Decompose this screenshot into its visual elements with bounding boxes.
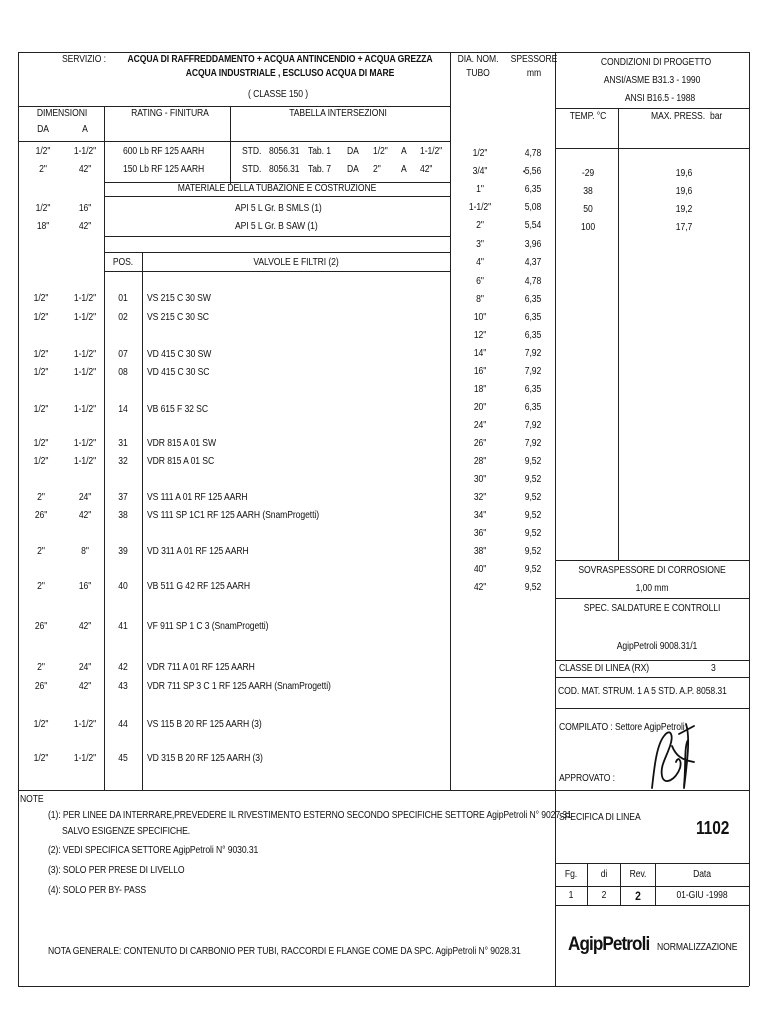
valve-dim-a: 42" bbox=[78, 510, 92, 521]
valve-dim-a: 24" bbox=[78, 492, 92, 503]
note-line-3: (2): VEDI SPECIFICA SETTORE AgipPetroli N° 9030.31 bbox=[48, 845, 259, 856]
valve-dim-a: 42" bbox=[78, 621, 92, 632]
tab-std: STD. bbox=[242, 164, 262, 175]
servizio-line2: ACQUA INDUSTRIALE , ESCLUSO ACQUA DI MARE bbox=[185, 68, 395, 79]
pipe-diameter: 1-1/2" bbox=[468, 202, 492, 213]
pipe-thickness: 4,37 bbox=[524, 257, 542, 268]
pipe-thickness: 6,35 bbox=[524, 184, 542, 195]
pipe-thickness: 7,92 bbox=[524, 348, 542, 359]
valve-pos: 08 bbox=[118, 367, 128, 378]
valve-pos: 38 bbox=[118, 510, 128, 521]
pipe-diameter: 24" bbox=[473, 420, 487, 431]
valve-pos: 41 bbox=[118, 621, 128, 632]
rating-finitura: 150 Lb RF 125 AARH bbox=[123, 164, 205, 175]
dimensioni-label: DIMENSIONI bbox=[36, 108, 88, 119]
condizioni-label: CONDIZIONI DI PROGETTO bbox=[600, 57, 712, 68]
pipe-diameter: 2" bbox=[476, 220, 484, 231]
valve-desc: VD 415 C 30 SW bbox=[147, 349, 212, 360]
pipe-thickness: 5,56 bbox=[524, 166, 542, 177]
valve-dim-a: 24" bbox=[78, 662, 92, 673]
materiale-desc: API 5 L Gr. B SMLS (1) bbox=[235, 203, 322, 214]
pipe-diameter: 36" bbox=[473, 528, 487, 539]
rating-label: RATING - FINITURA bbox=[131, 108, 209, 119]
pipe-thickness: 9,52 bbox=[524, 510, 542, 521]
pipe-thickness: 7,92 bbox=[524, 366, 542, 377]
classe-label: ( CLASSE 150 ) bbox=[248, 89, 308, 100]
row-dim-da: 18" bbox=[36, 221, 50, 232]
temp-label: TEMP. °C bbox=[569, 111, 607, 122]
design-temp: 38 bbox=[583, 186, 593, 197]
valve-dim-a: 1-1/2" bbox=[73, 312, 97, 323]
valve-pos: 40 bbox=[118, 581, 128, 592]
valve-pos: 01 bbox=[118, 293, 128, 304]
sovraspessore-value: 1,00 mm bbox=[635, 583, 669, 594]
ansi-1988: ANSI B16.5 - 1988 bbox=[624, 93, 696, 104]
spessore-label: SPESSORE bbox=[510, 54, 558, 65]
tab-a-label: A bbox=[401, 146, 407, 157]
pipe-thickness: 5,54 bbox=[524, 220, 542, 231]
tabella-label: TABELLA INTERSEZIONI bbox=[289, 108, 387, 119]
design-pressure: 19,6 bbox=[675, 168, 693, 179]
valve-dim-da: 2" bbox=[37, 581, 45, 592]
valve-desc: VD 315 B 20 RF 125 AARH (3) bbox=[147, 753, 263, 764]
valve-dim-a: 42" bbox=[78, 681, 92, 692]
pipe-diameter: 14" bbox=[473, 348, 487, 359]
pos-label: POS. bbox=[112, 257, 134, 268]
tab-number: Tab. 1 bbox=[308, 146, 331, 157]
pipe-thickness: 9,52 bbox=[524, 474, 542, 485]
row-dim-a: 16" bbox=[78, 203, 92, 214]
pipe-thickness: 5,08 bbox=[524, 202, 542, 213]
pipe-thickness: 7,92 bbox=[524, 438, 542, 449]
pipe-thickness: 6,35 bbox=[524, 312, 542, 323]
valve-desc: VDR 711 SP 3 C 1 RF 125 AARH (SnamProgetti) bbox=[147, 681, 331, 692]
spec-saldature-label: SPEC. SALDATURE E CONTROLLI bbox=[583, 603, 721, 614]
pipe-thickness: 9,52 bbox=[524, 582, 542, 593]
tubo-label: TUBO bbox=[466, 68, 490, 79]
valve-dim-da: 2" bbox=[37, 546, 45, 557]
valve-dim-da: 1/2" bbox=[33, 349, 49, 360]
design-pressure: 19,6 bbox=[675, 186, 693, 197]
valve-dim-a: 1-1/2" bbox=[73, 753, 97, 764]
design-pressure: 17,7 bbox=[675, 222, 693, 233]
valve-dim-a: 1-1/2" bbox=[73, 293, 97, 304]
note-line-1: (1): PER LINEE DA INTERRARE,PREVEDERE IL RIVESTIMENTO ESTERNO SECONDO SPECIFICHE SETTORE AgipPetroli N° 9027.31 bbox=[48, 810, 572, 821]
pipe-thickness: 4,78 bbox=[524, 276, 542, 287]
note-line-4: (3): SOLO PER PRESE DI LIVELLO bbox=[48, 865, 185, 876]
approvato-label: APPROVATO : bbox=[559, 773, 615, 784]
pipe-diameter: 1" bbox=[476, 184, 484, 195]
pipe-thickness: 9,52 bbox=[524, 564, 542, 575]
rev-label: Rev. bbox=[629, 869, 647, 880]
valve-dim-da: 2" bbox=[37, 492, 45, 503]
design-temp: -29 bbox=[581, 168, 595, 179]
pipe-diameter: 38" bbox=[473, 546, 487, 557]
tab-std-number: 8056.31 bbox=[269, 164, 300, 175]
dia-nom-label: DIA. NOM. bbox=[457, 54, 499, 65]
pipe-diameter: 16" bbox=[473, 366, 487, 377]
materiale-title: MATERIALE DELLA TUBAZIONE E COSTRUZIONE bbox=[177, 183, 377, 194]
pipe-diameter: 28" bbox=[473, 456, 487, 467]
valve-dim-da: 26" bbox=[34, 681, 48, 692]
pipe-diameter: 6" bbox=[476, 276, 484, 287]
valve-desc: VS 215 C 30 SW bbox=[147, 293, 211, 304]
note-line-2: SALVO ESIGENZE SPECIFICHE. bbox=[62, 826, 191, 837]
agippetroli-logo: AgipPetroli bbox=[568, 934, 650, 955]
specifica-number: 1102 bbox=[696, 818, 730, 838]
pipe-diameter: 34" bbox=[473, 510, 487, 521]
rating-finitura: 600 Lb RF 125 AARH bbox=[123, 146, 205, 157]
valve-desc: VS 215 C 30 SC bbox=[147, 312, 209, 323]
valve-dim-a: 1-1/2" bbox=[73, 719, 97, 730]
da-label: DA bbox=[37, 124, 49, 135]
pipe-diameter: 32" bbox=[473, 492, 487, 503]
pipe-thickness: 9,52 bbox=[524, 456, 542, 467]
nota-generale: NOTA GENERALE: CONTENUTO DI CARBONIO PER TUBI, RACCORDI E FLANGE COME DA SPC. AgipPetroli N° 9028.31 bbox=[48, 946, 521, 957]
valve-desc: VD 311 A 01 RF 125 AARH bbox=[147, 546, 249, 557]
pipe-thickness: 6,35 bbox=[524, 402, 542, 413]
pipe-thickness: 4,78 bbox=[524, 148, 542, 159]
pipe-thickness: 6,35 bbox=[524, 330, 542, 341]
pipe-diameter: 20" bbox=[473, 402, 487, 413]
pipe-diameter: 26" bbox=[473, 438, 487, 449]
row-dim-da: 1/2" bbox=[35, 146, 51, 157]
servizio-label: SERVIZIO : bbox=[62, 54, 106, 65]
row-dim-a: 42" bbox=[78, 164, 92, 175]
valve-pos: 02 bbox=[118, 312, 128, 323]
valve-pos: 32 bbox=[118, 456, 128, 467]
valvole-title: VALVOLE E FILTRI (2) bbox=[253, 257, 339, 268]
pipe-thickness: 6,35 bbox=[524, 294, 542, 305]
tab-da-value: 1/2" bbox=[373, 146, 388, 157]
valve-dim-da: 1/2" bbox=[33, 404, 49, 415]
valve-dim-da: 1/2" bbox=[33, 293, 49, 304]
valve-dim-a: 1-1/2" bbox=[73, 404, 97, 415]
valve-dim-da: 1/2" bbox=[33, 753, 49, 764]
di-value: 2 bbox=[601, 890, 607, 901]
valve-desc: VB 511 G 42 RF 125 AARH bbox=[147, 581, 251, 592]
sovraspessore-label: SOVRASPESSORE DI CORROSIONE bbox=[578, 565, 726, 576]
tab-da-value: 2" bbox=[373, 164, 381, 175]
fg-value: 1 bbox=[568, 890, 574, 901]
data-label: Data bbox=[693, 869, 711, 880]
row-dim-a: 42" bbox=[78, 221, 92, 232]
pipe-diameter: 30" bbox=[473, 474, 487, 485]
note-label: NOTE bbox=[20, 794, 44, 805]
pipe-diameter: 1/2" bbox=[472, 148, 488, 159]
pipe-diameter: 3/4" bbox=[472, 166, 488, 177]
classe-linea-label: CLASSE DI LINEA (RX) bbox=[559, 663, 650, 674]
mm-label: mm bbox=[526, 68, 542, 79]
valve-pos: 39 bbox=[118, 546, 128, 557]
valve-pos: 45 bbox=[118, 753, 128, 764]
tab-a-value: 1-1/2" bbox=[420, 146, 443, 157]
valve-dim-da: 1/2" bbox=[33, 438, 49, 449]
pipe-diameter: 3" bbox=[476, 239, 484, 250]
pipe-diameter: 4" bbox=[476, 257, 484, 268]
pipe-diameter: 12" bbox=[473, 330, 487, 341]
tab-std-number: 8056.31 bbox=[269, 146, 300, 157]
valve-dim-da: 26" bbox=[34, 621, 48, 632]
valve-dim-da: 1/2" bbox=[33, 456, 49, 467]
valve-pos: 14 bbox=[118, 404, 128, 415]
valve-desc: VB 615 F 32 SC bbox=[147, 404, 208, 415]
valve-dim-da: 2" bbox=[37, 662, 45, 673]
valve-desc: VS 115 B 20 RF 125 AARH (3) bbox=[147, 719, 262, 730]
valve-pos: 31 bbox=[118, 438, 128, 449]
bar-label: bar bbox=[710, 111, 723, 122]
valve-desc: VDR 815 A 01 SC bbox=[147, 456, 215, 467]
valve-dim-a: 1-1/2" bbox=[73, 349, 97, 360]
di-label: di bbox=[600, 869, 608, 880]
classe-linea-value: 3 bbox=[711, 663, 716, 674]
pipe-thickness: 7,92 bbox=[524, 420, 542, 431]
valve-dim-a: 16" bbox=[78, 581, 92, 592]
pipe-diameter: 10" bbox=[473, 312, 487, 323]
valve-pos: 44 bbox=[118, 719, 128, 730]
valve-dim-a: 1-1/2" bbox=[73, 438, 97, 449]
tab-da-label: DA bbox=[347, 146, 359, 157]
signature bbox=[624, 716, 734, 794]
valve-dim-a: 1-1/2" bbox=[73, 456, 97, 467]
valve-desc: VDR 815 A 01 SW bbox=[147, 438, 216, 449]
pipe-diameter: 40" bbox=[473, 564, 487, 575]
row-dim-da: 1/2" bbox=[35, 203, 51, 214]
ansi-1990: ANSI/ASME B31.3 - 1990 bbox=[603, 75, 701, 86]
valve-dim-da: 1/2" bbox=[33, 719, 49, 730]
valve-desc: VS 111 SP 1C1 RF 125 AARH (SnamProgetti) bbox=[147, 510, 319, 521]
pipe-diameter: 8" bbox=[476, 294, 484, 305]
tab-a-label: A bbox=[401, 164, 407, 175]
note-line-5: (4): SOLO PER BY- PASS bbox=[48, 885, 146, 896]
tab-std: STD. bbox=[242, 146, 262, 157]
bullet-mark: • bbox=[523, 167, 526, 176]
valve-dim-da: 1/2" bbox=[33, 312, 49, 323]
pipe-thickness: 6,35 bbox=[524, 384, 542, 395]
specifica-label: SPECIFICA DI LINEA bbox=[559, 812, 641, 823]
design-pressure: 19,2 bbox=[675, 204, 693, 215]
materiale-desc: API 5 L Gr. B SAW (1) bbox=[235, 221, 318, 232]
cod-mat-label: COD. MAT. STRUM. 1 A 5 STD. A.P. 8058.31 bbox=[558, 686, 727, 697]
valve-dim-a: 1-1/2" bbox=[73, 367, 97, 378]
valve-pos: 07 bbox=[118, 349, 128, 360]
valve-dim-da: 1/2" bbox=[33, 367, 49, 378]
tab-a-value: 42" bbox=[420, 164, 433, 175]
row-dim-da: 2" bbox=[39, 164, 47, 175]
pipe-thickness: 9,52 bbox=[524, 528, 542, 539]
tab-number: Tab. 7 bbox=[308, 164, 331, 175]
valve-pos: 42 bbox=[118, 662, 128, 673]
valve-desc: VS 111 A 01 RF 125 AARH bbox=[147, 492, 248, 503]
a-label: A bbox=[82, 124, 88, 135]
tab-da-label: DA bbox=[347, 164, 359, 175]
pipe-thickness: 9,52 bbox=[524, 546, 542, 557]
max-press-label: MAX. PRESS. bbox=[651, 111, 706, 122]
row-dim-a: 1-1/2" bbox=[73, 146, 97, 157]
pipe-diameter: 18" bbox=[473, 384, 487, 395]
servizio-line1: ACQUA DI RAFFREDDAMENTO + ACQUA ANTINCENDIO + ACQUA GREZZA bbox=[127, 54, 433, 65]
rev-value: 2 bbox=[635, 889, 641, 903]
pipe-thickness: 9,52 bbox=[524, 492, 542, 503]
pipe-diameter: 42" bbox=[473, 582, 487, 593]
valve-desc: VD 415 C 30 SC bbox=[147, 367, 210, 378]
valve-pos: 37 bbox=[118, 492, 128, 503]
valve-desc: VF 911 SP 1 C 3 (SnamProgetti) bbox=[147, 621, 269, 632]
normalizzazione-label: NORMALIZZAZIONE bbox=[657, 942, 738, 953]
design-temp: 50 bbox=[583, 204, 593, 215]
compilato-label: COMPILATO : Settore AgipPetroli bbox=[559, 722, 685, 733]
fg-label: Fg. bbox=[564, 869, 578, 880]
valve-dim-da: 26" bbox=[34, 510, 48, 521]
valve-desc: VDR 711 A 01 RF 125 AARH bbox=[147, 662, 255, 673]
valve-pos: 43 bbox=[118, 681, 128, 692]
agip-spec-value: AgipPetroli 9008.31/1 bbox=[616, 641, 698, 652]
pipe-thickness: 3,96 bbox=[524, 239, 542, 250]
valve-dim-a: 8" bbox=[81, 546, 89, 557]
data-value: 01-GIU -1998 bbox=[676, 890, 728, 901]
design-temp: 100 bbox=[580, 222, 596, 233]
